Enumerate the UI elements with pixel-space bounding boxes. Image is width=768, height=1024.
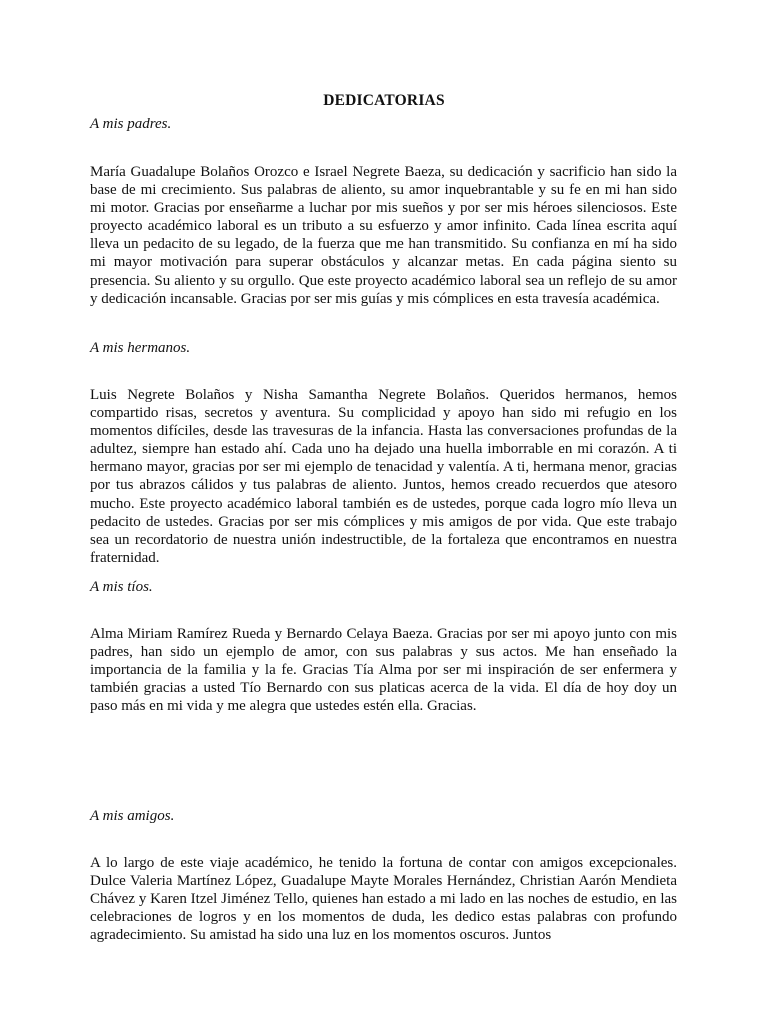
section-body-tios: Alma Miriam Ramírez Rueda y Bernardo Celaya Baeza. Gracias por ser mi apoyo junto con mis padres, han sido un ejemplo de amor, con sus palabras y sus actos. Me han enseñado la importancia de la familia y la fe. Gracias Tía Alma por ser mi inspiración de ser enfermera y también gracias a usted Tío Bernardo con sus platicas acerca de la vida. El día de hoy doy un paso más en mi vida y me alegra que ustedes estén ella. Gracias. <box>90 626 677 715</box>
page-title: DEDICATORIAS <box>323 92 445 109</box>
section-heading-hermanos: A mis hermanos. <box>90 340 191 356</box>
section-heading-tios: A mis tíos. <box>90 579 153 595</box>
section-body-amigos: A lo largo de este viaje académico, he tenido la fortuna de contar con amigos excepcionales. Dulce Valeria Martínez López, Guadalupe Mayte Morales Hernández, Christian Aarón Mendieta Chávez y Karen Itzel Jiménez Tello, quienes han estado a mi lado en las noches de estudio, en las celebraciones de logros y en los momentos de duda, les dedico estas palabras con profundo agradecimiento. Su amistad ha sido una luz en los momentos oscuros. Juntos <box>90 855 677 944</box>
section-heading-amigos: A mis amigos. <box>90 808 175 824</box>
section-body-padres: María Guadalupe Bolaños Orozco e Israel Negrete Baeza, su dedicación y sacrificio han sido la base de mi crecimiento. Sus palabras de aliento, su amor inquebrantable y su fe en mi han sido mi motor. Gracias por enseñarme a luchar por mis sueños y por ser mis héroes silenciosos. Este proyecto académico laboral es un tributo a su esfuerzo y amor infinito. Cada línea escrita aquí lleva un pedacito de su legado, de la fuerza que me han transmitido. Su confianza en mí ha sido mi mayor motivación para superar obstáculos y alcanzar metas. En cada página siento su presencia. Su aliento y su orgullo. Que este proyecto académico laboral sea un reflejo de su amor y dedicación incansable. Gracias por ser mis guías y mis cómplices en esta travesía académica. <box>90 164 677 307</box>
section-heading-padres: A mis padres. <box>90 116 172 132</box>
section-body-hermanos: Luis Negrete Bolaños y Nisha Samantha Negrete Bolaños. Queridos hermanos, hemos compartido risas, secretos y aventura. Su complicidad y apoyo han sido mi refugio en los momentos difíciles, desde las travesuras de la infancia. Hasta las conversaciones profundas de la adultez, siempre han estado ahí. Cada uno ha dejado una huella imborrable en mi corazón. A ti hermano mayor, gracias por ser mi ejemplo de tenacidad y valentía. A ti, hermana menor, gracias por tus abrazos cálidos y tus palabras de aliento. Juntos, hemos creado recuerdos que atesoro mucho. Este proyecto académico laboral también es de ustedes, porque cada logro mío lleva un pedacito de ustedes. Gracias por ser mis cómplices y mis amigos de por vida. Que este trabajo sea un recordatorio de nuestra unión indestructible, de la fortaleza que encontramos en nuestra fraternidad. <box>90 387 677 566</box>
